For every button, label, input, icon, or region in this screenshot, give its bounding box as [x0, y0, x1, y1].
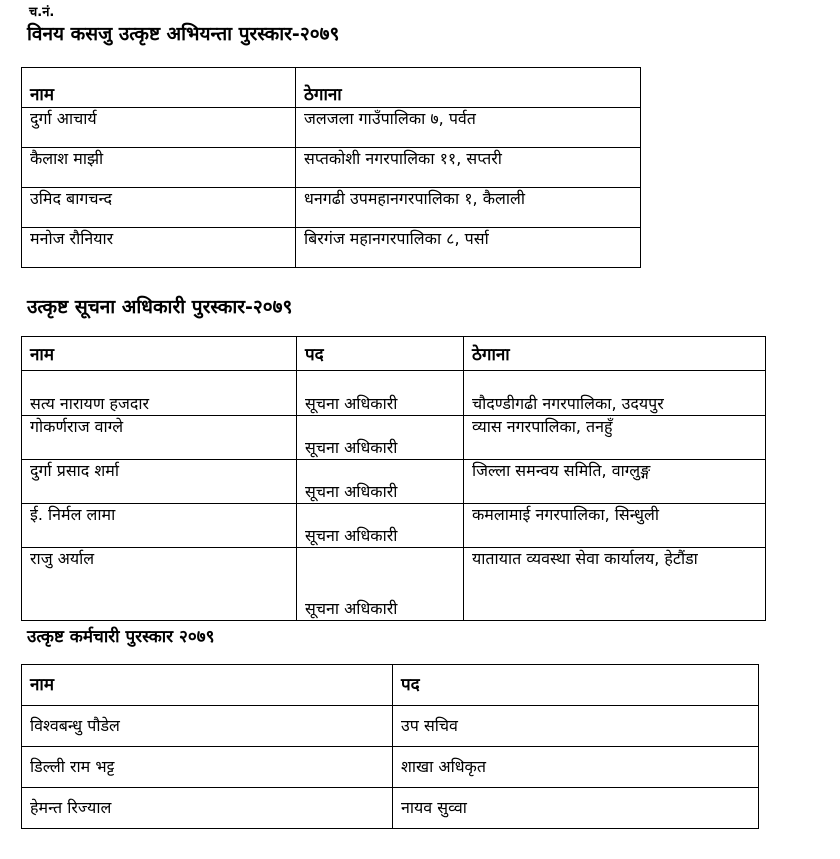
header-name: नाम — [22, 665, 393, 706]
cell-name: डिल्ली राम भट्ट — [22, 747, 393, 788]
cell-name: मनोज रौनियार — [22, 228, 296, 268]
table-row — [22, 108, 641, 148]
cell-name: दुर्गा आचार्य — [22, 108, 296, 148]
table-row — [22, 504, 766, 548]
table-row — [22, 188, 641, 228]
table-row — [22, 228, 641, 268]
table-row — [22, 460, 766, 504]
header-address: ठेगाना — [296, 68, 641, 108]
cell-name: दुर्गा प्रसाद शर्मा — [22, 460, 297, 504]
cell-name: ई. निर्मल लामा — [22, 504, 297, 548]
cell-post: सूचना अधिकारी — [297, 460, 464, 504]
cell-name: उमिद बागचन्द — [22, 188, 296, 228]
cell-post: सूचना अधिकारी — [297, 548, 464, 621]
cell-address: चौदण्डीगढी नगरपालिका, उदयपुर — [464, 371, 766, 416]
information-officer-award-table — [21, 336, 766, 621]
cell-post: सूचना अधिकारी — [297, 371, 464, 416]
table-row — [22, 371, 766, 416]
table-row — [22, 706, 759, 747]
cell-name: गोकर्णराज वाग्ले — [22, 416, 297, 460]
cell-address: यातायात व्यवस्था सेवा कार्यालय, हेटौंडा — [464, 548, 766, 621]
table-row — [22, 788, 759, 829]
cell-address: कमलामाई नगरपालिका, सिन्धुली — [464, 504, 766, 548]
cell-post: उप सचिव — [393, 706, 759, 747]
header-name: नाम — [22, 68, 296, 108]
cell-address: जलजला गाउँपालिका ७, पर्वत — [296, 108, 641, 148]
cell-address: व्यास नगरपालिका, तनहुँ — [464, 416, 766, 460]
table-row — [22, 747, 759, 788]
cell-post: शाखा अधिकृत — [393, 747, 759, 788]
header-address: ठेगाना — [464, 337, 766, 371]
header-name: नाम — [22, 337, 297, 371]
section2-title: उत्कृष्ट सूचना अधिकारी पुरस्कार-२०७९ — [27, 296, 293, 318]
cell-address: धनगढी उपमहानगरपालिका १, कैलाली — [296, 188, 641, 228]
table-header-row — [22, 337, 766, 371]
cell-post: सूचना अधिकारी — [297, 416, 464, 460]
header-post: पद — [297, 337, 464, 371]
cell-post: नायव सुव्वा — [393, 788, 759, 829]
table-row — [22, 416, 766, 460]
engineer-award-table — [21, 67, 641, 268]
header-post: पद — [393, 665, 759, 706]
section1-title: विनय कसजु उत्कृष्ट अभियन्ता पुरस्कार-२०७९ — [27, 23, 340, 45]
cell-address: जिल्ला समन्वय समिति, वाग्लुङ्ग — [464, 460, 766, 504]
section3-title: उत्कृष्ट कर्मचारी पुरस्कार २०७९ — [27, 627, 215, 647]
employee-award-table — [21, 664, 759, 829]
cell-name: विश्वबन्धु पौडेल — [22, 706, 393, 747]
cell-address: बिरगंज महानगरपालिका ८, पर्सा — [296, 228, 641, 268]
cell-name: कैलाश माझी — [22, 148, 296, 188]
table-row — [22, 148, 641, 188]
cell-name: राजु अर्याल — [22, 548, 297, 621]
reference-number: च.नं. — [29, 5, 55, 20]
cell-address: सप्तकोशी नगरपालिका ११, सप्तरी — [296, 148, 641, 188]
table-row — [22, 548, 766, 621]
cell-post: सूचना अधिकारी — [297, 504, 464, 548]
cell-name: हेमन्त रिज्याल — [22, 788, 393, 829]
table-header-row — [22, 68, 641, 108]
table-header-row — [22, 665, 759, 706]
cell-name: सत्य नारायण हजदार — [22, 371, 297, 416]
